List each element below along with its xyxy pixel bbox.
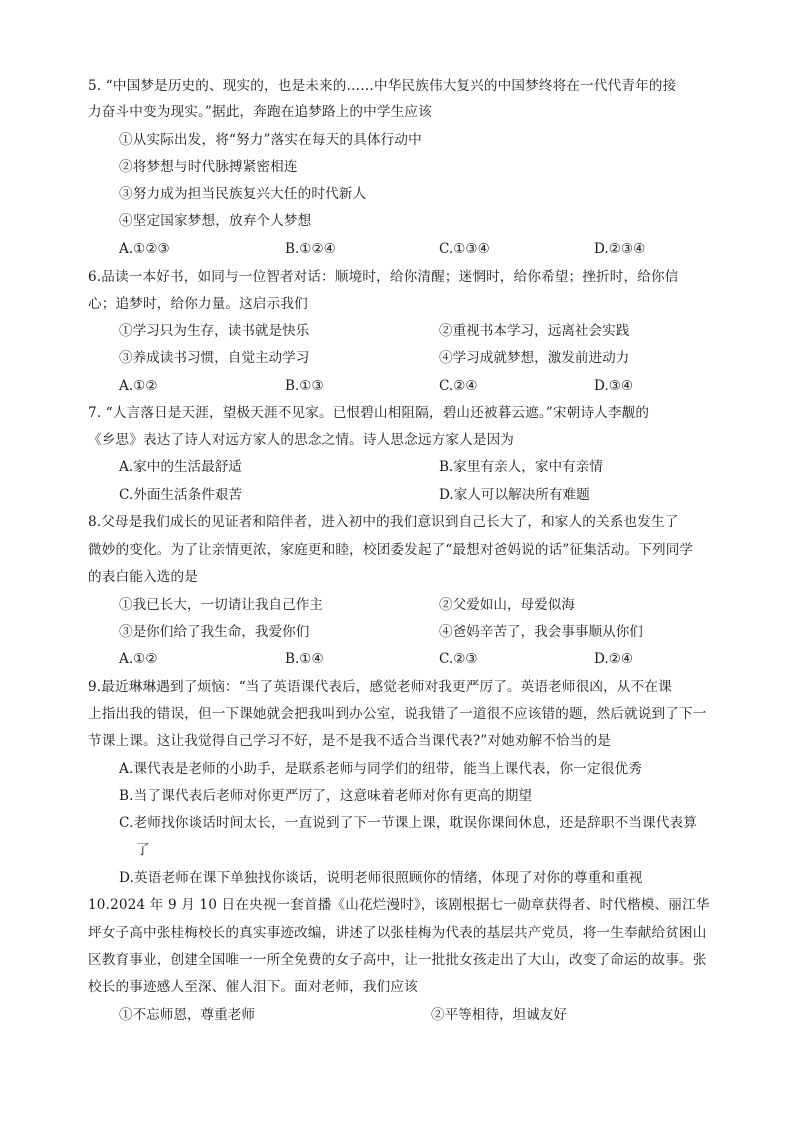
q5-stem-line-2: 力奋斗中变为现实。”据此，奔跑在追梦路上的中学生应该 [88,104,432,120]
q10-statement-2: ②平等相待，坦诚友好 [431,1007,567,1023]
q9-stem-line-1: 9.最近琳琳遇到了烦恼：“当了英语课代表后，感觉老师对我更严厉了。英语老师很凶，从不在课 [88,679,672,695]
q5-statement-3: ③努力成为担当民族复兴大任的时代新人 [119,186,367,202]
q8-stem-line-2: 微妙的变化。为了让亲情更浓，家庭更和睦，校团委发起了“最想对爸妈说的话”征集活动。下列同学 [88,542,694,558]
q5-stem-line-1: 5. “中国梦是历史的、现实的，也是未来的……中华民族伟大复兴的中国梦终将在一代代青年的接 [88,78,677,94]
q6-option-a: A.①② [119,378,158,394]
q6-statement-3: ③养成读书习惯，自觉主动学习 [119,350,310,366]
q10-stem-line-2: 坪女子高中张桂梅校长的真实事迹改编，讲述了以张桂梅为代表的基层共产党员，将一生奉献给贫困山 [88,925,707,941]
q5-option-a: A.①②③ [119,241,170,257]
q10-stem-line-4: 校长的事迹感人至深、催人泪下。面对老师，我们应该 [88,979,418,995]
q5-option-d: D.②③④ [594,241,646,257]
q10-statement-1: ①不忘师恩，尊重老师 [119,1007,255,1023]
q6-stem-line-2: 心；追梦时，给你力量。这启示我们 [88,296,308,312]
q7-option-c: C.外面生活条件艰苦 [119,487,242,503]
q5-option-b: B.①②④ [285,241,336,257]
q8-option-c: C.②③ [439,651,478,667]
q10-stem-line-3: 区教育事业，创建全国唯一一所全免费的女子高中，让一批批女孩走出了大山，改变了命运的故事。张 [88,952,707,968]
q8-statement-3: ③是你们给了我生命，我爱你们 [119,624,310,640]
q7-option-b: B.家里有亲人，家中有亲情 [439,459,603,475]
q9-option-d: D.英语老师在课下单独找你谈话，说明老师很照顾你的情绪，体现了对你的尊重和重视 [119,870,643,886]
q7-option-d: D.家人可以解决所有难题 [439,487,590,503]
q8-stem-line-3: 的表白能入选的是 [88,569,198,585]
q9-option-c: C.老师找你谈话时间太长，一直说到了下一节课上课，耽误你课间休息，还是辞职不当课代表算 [119,815,698,831]
q10-stem-line-1: 10.2024 年 9 月 10 日在央视一套首播《山花烂漫时》，该剧根据七一勋章获得者、时代楷模、丽江华 [88,897,710,913]
q9-option-c-continued: 了 [136,842,150,858]
q6-option-c: C.②④ [439,378,478,394]
q5-statement-1: ①从实际出发，将“努力”落实在每天的具体行动中 [119,132,422,148]
q8-option-b: B.①④ [285,651,324,667]
q9-option-b: B.当了课代表后老师对你更严厉了，这意味着老师对你有更高的期望 [119,788,533,804]
q6-option-b: B.①③ [285,378,324,394]
q6-statement-1: ①学习只为生存，读书就是快乐 [119,323,310,339]
q5-statement-4: ④坚定国家梦想，放弃个人梦想 [119,213,312,229]
q5-statement-2: ②将梦想与时代脉搏紧密相连 [119,159,298,175]
q9-stem-line-2: 上指出我的错误，但一下课她就会把我叫到办公室，说我错了一道很不应该错的题，然后就说到了下一 [88,706,707,722]
q8-statement-4: ④爸妈辛苦了，我会事事顺从你们 [439,624,643,640]
q7-option-a: A.家中的生活最舒适 [119,459,242,475]
q9-stem-line-3: 节课上课。这让我觉得自己学习不好，是不是我不适合当课代表?”对她劝解不恰当的是 [88,733,612,749]
q9-option-a: A.课代表是老师的小助手，是联系老师与同学们的纽带，能当上课代表，你一定很优秀 [119,761,642,777]
q8-statement-1: ①我已长大，一切请让我自己作主 [119,597,323,613]
q6-stem-line-1: 6.品读一本好书，如同与一位智者对话：顺境时，给你清醒；迷惘时，给你希望；挫折时，给你信 [88,269,679,285]
q8-option-a: A.①② [119,651,158,667]
q7-stem-line-2: 《乡思》表达了诗人对远方家人的思念之情。诗人思念远方家人是因为 [88,432,515,448]
q6-option-d: D.③④ [594,378,634,394]
q8-stem-line-1: 8.父母是我们成长的见证者和陪伴者，进入初中的我们意识到自己长大了，和家人的关系也发生了 [88,514,679,530]
q6-statement-2: ②重视书本学习，远离社会实践 [439,323,630,339]
q7-stem-line-1: 7. “人言落日是天涯，望极天涯不见家。已恨碧山相阻隔，碧山还被暮云遮。”宋朝诗人李觏的 [88,405,650,421]
q5-option-c: C.①③④ [439,241,490,257]
q8-option-d: D.②④ [594,651,634,667]
q6-statement-4: ④学习成就梦想，激发前进动力 [439,350,630,366]
q8-statement-2: ②父爱如山，母爱似海 [439,597,575,613]
